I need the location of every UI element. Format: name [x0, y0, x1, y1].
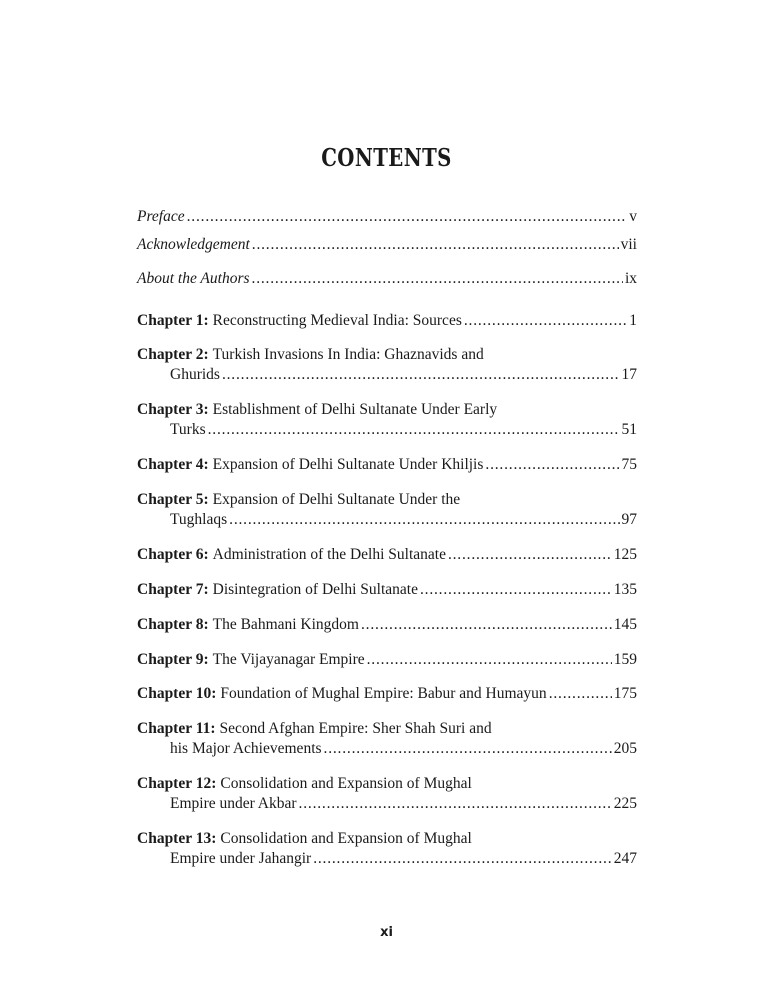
page-number: v: [629, 208, 637, 225]
toc-entry-chapter-6[interactable]: [137, 545, 637, 565]
dot-leader: [448, 545, 612, 565]
dot-leader: [485, 455, 619, 475]
page-number: 1: [629, 312, 637, 329]
chapter-title: Expansion of Delhi Sultanate Under Khiljis: [212, 456, 484, 473]
chapter-label: Chapter 6:: [137, 546, 209, 563]
entry-title: Acknowledgement: [137, 236, 250, 253]
page-number: ix: [624, 270, 637, 287]
page-number-footer: xi: [380, 925, 393, 940]
toc-entry-chapter-2[interactable]: [137, 345, 637, 385]
chapter-title: Consolidation and Expansion of Mughal: [220, 830, 472, 847]
chapter-label: Chapter 5:: [137, 491, 209, 508]
chapter-label: Chapter 2:: [137, 346, 209, 363]
dot-leader: [361, 615, 612, 635]
chapter-label: Chapter 11:: [137, 720, 216, 737]
dot-leader: [420, 580, 612, 600]
toc-entry-acknowledgement[interactable]: [137, 235, 637, 255]
toc-entry-chapter-9[interactable]: [137, 650, 637, 670]
chapter-title-continued: Empire under Jahangir: [170, 850, 312, 867]
dot-leader: [208, 420, 620, 440]
chapter-label: Chapter 4:: [137, 456, 209, 473]
page-number: 135: [613, 581, 637, 598]
page-number: 145: [613, 616, 637, 633]
dot-leader: [324, 739, 612, 759]
chapter-label: Chapter 10:: [137, 685, 217, 702]
dot-leader: [222, 365, 620, 385]
chapter-title: Second Afghan Empire: Sher Shah Suri and: [219, 720, 492, 737]
chapter-title: The Bahmani Kingdom: [212, 616, 359, 633]
page-number: 17: [621, 366, 637, 383]
toc-entry-chapter-12[interactable]: [137, 774, 637, 814]
toc-entry-chapter-3[interactable]: [137, 400, 637, 440]
toc-entry-chapter-7[interactable]: [137, 580, 637, 600]
toc-entry-about-authors[interactable]: [137, 269, 637, 289]
page-number: 225: [613, 795, 637, 812]
dot-leader: [367, 650, 612, 670]
page-number: 75: [621, 456, 637, 473]
page-number: vii: [620, 236, 637, 253]
chapter-title: Turkish Invasions In India: Ghaznavids and: [212, 346, 484, 363]
chapter-label: Chapter 13:: [137, 830, 217, 847]
dot-leader: [549, 684, 612, 704]
chapter-title: Consolidation and Expansion of Mughal: [220, 775, 472, 792]
chapter-title-continued: Turks: [170, 421, 206, 438]
chapter-title: Reconstructing Medieval India: Sources: [212, 312, 462, 329]
toc-entry-chapter-10[interactable]: [137, 684, 637, 704]
toc-entry-chapter-1[interactable]: [137, 311, 637, 331]
dot-leader: [187, 207, 628, 227]
chapter-label: Chapter 7:: [137, 581, 209, 598]
dot-leader: [313, 849, 612, 869]
toc-entry-chapter-4[interactable]: [137, 455, 637, 475]
page-number: 175: [613, 685, 637, 702]
dot-leader: [299, 794, 612, 814]
chapter-label: Chapter 1:: [137, 312, 209, 329]
chapter-label: Chapter 9:: [137, 651, 209, 668]
toc-entry-chapter-8[interactable]: [137, 615, 637, 635]
chapter-label: Chapter 12:: [137, 775, 217, 792]
page-number: 205: [613, 740, 637, 757]
page-number: 159: [613, 651, 637, 668]
page-number: 97: [621, 511, 637, 528]
dot-leader: [252, 235, 619, 255]
entry-title: About the Authors: [137, 270, 250, 287]
toc-entry-preface[interactable]: [137, 207, 637, 227]
chapter-title: The Vijayanagar Empire: [212, 651, 365, 668]
chapter-title: Administration of the Delhi Sultanate: [212, 546, 446, 563]
chapter-title-continued: his Major Achievements: [170, 740, 322, 757]
dot-leader: [252, 269, 623, 289]
page-number: 247: [613, 850, 637, 867]
chapter-title: Expansion of Delhi Sultanate Under the: [212, 491, 461, 508]
chapter-title: Disintegration of Delhi Sultanate: [212, 581, 418, 598]
dot-leader: [464, 311, 627, 331]
chapter-title-continued: Tughlaqs: [170, 511, 228, 528]
chapter-label: Chapter 8:: [137, 616, 209, 633]
chapter-title: Foundation of Mughal Empire: Babur and Humayun: [220, 685, 547, 702]
toc-entry-chapter-13[interactable]: [137, 829, 637, 869]
toc-entry-chapter-11[interactable]: [137, 719, 637, 759]
page-number: 51: [621, 421, 637, 438]
chapter-title-continued: Empire under Akbar: [170, 795, 297, 812]
page-title: CONTENTS: [321, 143, 452, 172]
chapter-title: Establishment of Delhi Sultanate Under Early: [212, 401, 498, 418]
toc-entry-chapter-5[interactable]: [137, 490, 637, 530]
entry-title: Preface: [137, 208, 185, 225]
chapter-title-continued: Ghurids: [170, 366, 220, 383]
chapter-label: Chapter 3:: [137, 401, 209, 418]
dot-leader: [229, 510, 619, 530]
page-number: 125: [613, 546, 637, 563]
